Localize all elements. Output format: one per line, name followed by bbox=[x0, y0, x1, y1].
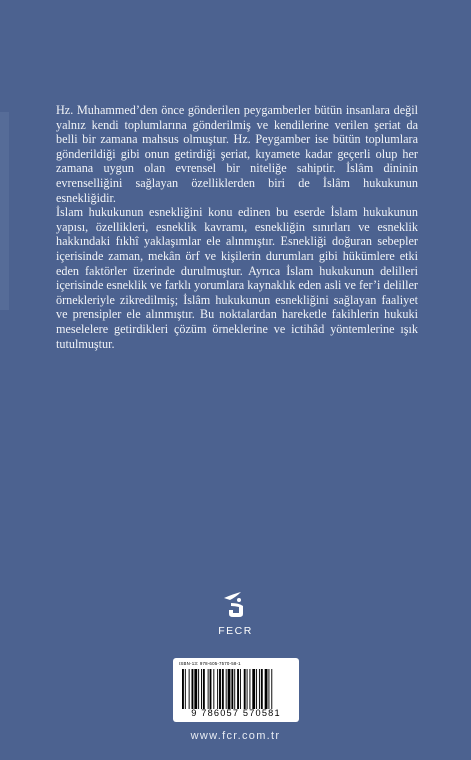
barcode-digits: 9 786057 570581 bbox=[191, 708, 281, 718]
blurb-paragraph-2: İslam hukukunun esnekliğini konu edinen bu eserde İslam hukukunun yapısı, özellikleri, esneklik kavramı, esnekliğin sınırları ve esneklik hakkındaki fıkhî yaklaşımlar ele alınmıştır. Esnekliği doğuran sebepler içerisinde zaman, mekân örf ve kişilerin durumları gibi hükümlere etki eden faktörler üzerinde durulmuştur. Ayrıca İslam hukukunun delilleri içerisinde esneklik ve farklı yorumlara kaynaklık eden asli ve fer’i deliller örnekleriyle zikredilmiş; İslâm hukukunun esnekliğini sağlayan faaliyet ve prensipler ele alınmıştır. Bu noktalardan hareketle fakihlerin hukuki meselelere getirdikleri çözüm örneklerine ve ictihâd yöntemlerine ışık tutulmuştur. bbox=[56, 205, 418, 351]
edge-strip bbox=[0, 112, 9, 310]
publisher-name: FECR bbox=[218, 625, 253, 637]
blurb-paragraph-1: Hz. Muhammed’den önce gönderilen peygamberler bütün insanlara değil yalnız kendi toplumlarına gönderilmiş ve kendilerine verilen şeriat da belli bir zamana mahsus olmuştur. Hz. Peygamber ise bütün toplumlara gönderildiği gibi onun getirdiği şeriat, kıyamete kadar geçerli olup her zamana uygun olan evrensel bir niteliğe sahiptir. İslâm dininin evrenselliğini sağlayan özelliklerden biri de İslâm hukukunun esnekliğidir. bbox=[56, 103, 418, 205]
barcode-bars bbox=[182, 669, 290, 709]
isbn-label: ISBN-13: 978-605-7570-58-1 bbox=[179, 661, 241, 666]
publisher-website: www.fcr.com.tr bbox=[190, 730, 281, 742]
fecr-logo-icon bbox=[219, 592, 253, 622]
back-cover-blurb bbox=[56, 103, 418, 351]
isbn-barcode bbox=[173, 658, 299, 722]
publisher-logo bbox=[0, 592, 471, 637]
